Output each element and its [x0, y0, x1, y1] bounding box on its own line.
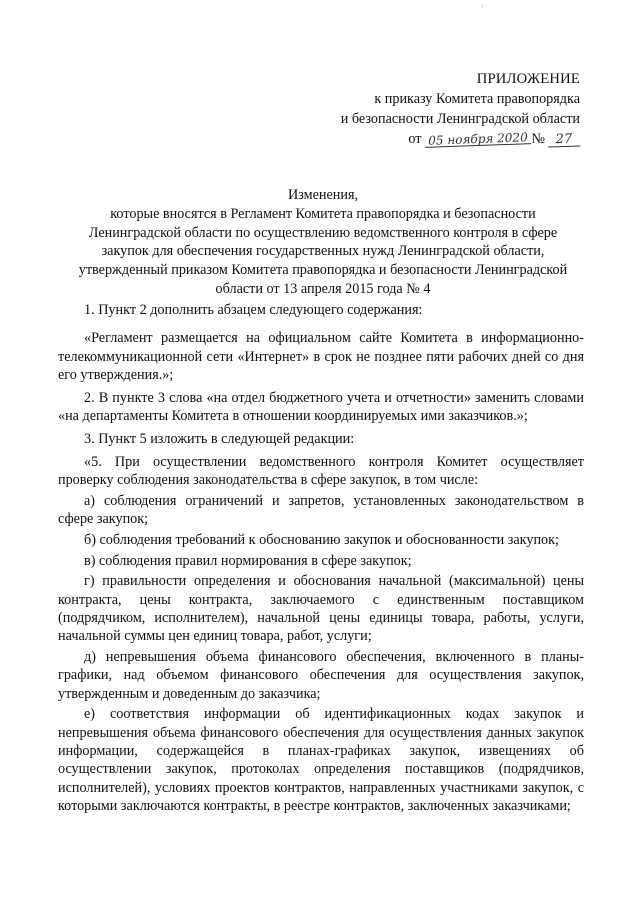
document-title [60, 186, 586, 299]
subclause-g: г) правильности определения и обоснования начальной (максимальной) цены контракта, цены контракта, заключаемого с единственным поставщиком (подрядчиком, исполнителем), начальной цены единицы товара, работы, услуги, начальной суммы цен единиц товара, работ, услуги; [58, 573, 584, 645]
paragraph-item-1: 1. Пункт 2 дополнить абзацем следующего содержания: [84, 302, 423, 318]
date-prefix: от [408, 131, 422, 147]
paragraph-item-3: 3. Пункт 5 изложить в следующей редакции: [84, 430, 355, 447]
paragraph-item-2: 2. В пункте 3 слова «на отдел бюджетного учета и отчетности» заменить словами «на департаменты Комитета в отношении координируемых ими заказчиков.»; [58, 389, 584, 424]
paragraph-quote-regulation: «Регламент размещается на официальном сайте Комитета в информационно-телекоммуникационной сети «Интернет» в срок не позднее пяти рабочих дней со дня его утверждения.»; [58, 330, 584, 383]
document-body [58, 301, 584, 815]
appendix-header [341, 69, 580, 149]
title-line: Ленинградской области по осуществлению ведомственного контроля в сфере [88, 224, 558, 241]
appendix-title: ПРИЛОЖЕНИЕ [476, 71, 580, 87]
title-line: области от 13 апреля 2015 года № 4 [215, 280, 431, 297]
subclause-a: а) соблюдения ограничений и запретов, установленных законодательством в сфере закупок; [58, 492, 584, 527]
subclause-b: б) соблюдения требований к обоснованию закупок и обоснованности закупок; [84, 531, 559, 548]
paragraph-clause-5: «5. При осуществлении ведомственного контроля Комитет осуществляет проверку соблюдения законодательства в сфере закупок, в том числе: [58, 453, 584, 488]
subclause-v: в) соблюдения правил нормирования в сфере закупок; [84, 552, 412, 569]
appendix-date-line [341, 129, 580, 149]
title-line: Изменения, [287, 187, 359, 203]
title-line: которые вносятся в Регламент Комитета правопорядка и безопасности [110, 205, 536, 222]
appendix-committee: и безопасности Ленинградской области [340, 111, 580, 127]
scan-mark: ' [482, 4, 484, 13]
number-sign: № [531, 131, 545, 147]
subclause-e: е) соответствия информации об идентификационных кодах закупок и непревышения объема финансового обеспечения для осуществления данных закупок информации, содержащейся в планах-графиках закупок, извещениях об осуществлении закупок, протоколах определения поставщиков (подрядчиков, исполнителей), условиях проектов контрактов, направленных участниками закупок, с которыми заключаются контракты, в реестре контрактов, заключенных заказчиками; [58, 706, 584, 814]
title-line: закупок для обеспечения государственных нужд Ленинградской области, [101, 243, 545, 260]
title-line: утвержденный приказом Комитета правопорядка и безопасности Ленинградской [78, 262, 568, 279]
handwritten-date: 05 ноября 2020 [425, 131, 531, 148]
appendix-order-ref: к приказу Комитета правопорядка [374, 91, 580, 107]
handwritten-number: 27 [548, 133, 580, 147]
subclause-d: д) непревышения объема финансового обеспечения, включенного в планы-графики, над объемом финансового обеспечения для осуществления закупок, утвержденным и доведенным до заказчика; [58, 649, 584, 702]
